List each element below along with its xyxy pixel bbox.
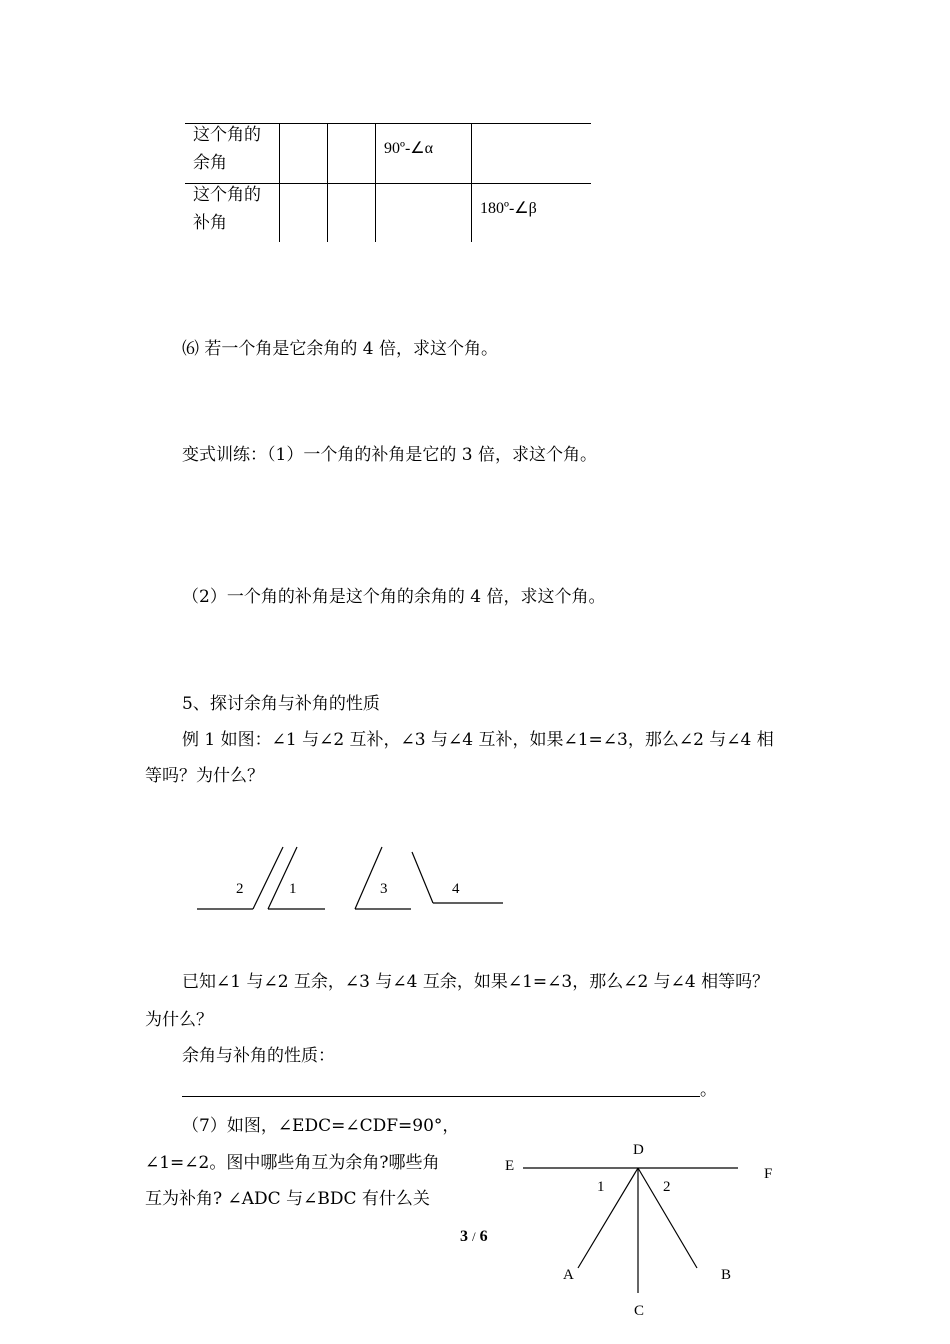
table-row-1-label: 这个角的 余角 xyxy=(193,125,261,173)
figure1-label-3: 3 xyxy=(380,881,388,897)
question-6: ⑹ 若一个角是它余角的 4 倍，求这个角。 xyxy=(182,339,499,359)
example-1-line-1: 例 1 如图：∠1 与∠2 互补，∠3 与∠4 互补，如果∠1=∠3，那么∠2 与∠4 相 xyxy=(182,730,774,750)
question-7-line-2: ∠1=∠2。图中哪些角互为余角?哪些角 xyxy=(145,1153,440,1173)
figure2-label-D: D xyxy=(633,1142,644,1158)
figure2-ray-DA xyxy=(578,1168,638,1268)
figure1-ray-1 xyxy=(253,847,283,909)
figure2-label-A: A xyxy=(563,1267,574,1283)
known-question-line-1: 已知∠1 与∠2 互余，∠3 与∠4 互余，如果∠1=∠3，那么∠2 与∠4 相等吗？ xyxy=(182,972,770,992)
page-total: 6 xyxy=(479,1228,488,1245)
figure1-ray-4 xyxy=(412,852,433,903)
property-answer-end: 。 xyxy=(700,1080,717,1100)
figure2-label-1: 1 xyxy=(597,1179,605,1195)
figure2-label-E: E xyxy=(505,1158,515,1174)
figure2-label-B: B xyxy=(721,1267,732,1283)
table-row-2-supplement-formula: 180º-∠β xyxy=(480,200,537,217)
variant-question-2: （2）一个角的补角是这个角的余角的 4 倍，求这个角。 xyxy=(182,587,606,607)
figure1-ray-2 xyxy=(268,847,297,909)
figure1-label-4: 4 xyxy=(452,881,460,897)
figure2-label-C: C xyxy=(634,1303,645,1319)
page-number xyxy=(460,1228,488,1246)
section-5-title: 5、探讨余角与补角的性质 xyxy=(182,694,380,714)
example-1-line-2: 等吗？为什么？ xyxy=(145,766,264,786)
figure2-label-2: 2 xyxy=(663,1179,671,1195)
question-7-line-3: 互为补角? ∠ADC 与∠BDC 有什么关 xyxy=(145,1189,430,1209)
property-answer-line xyxy=(182,1096,700,1097)
question-7-line-1: （7）如图，∠EDC=∠CDF=90°， xyxy=(182,1116,460,1136)
figure1-ray-3 xyxy=(355,847,382,909)
table-row-1-complement-formula: 90º-∠α xyxy=(384,140,434,157)
figure1-label-1: 1 xyxy=(289,881,297,897)
page-separator: / xyxy=(472,1229,476,1244)
variant-question-1: 变式训练：（1）一个角的补角是它的 3 倍，求这个角。 xyxy=(182,445,597,465)
page-current: 3 xyxy=(460,1228,468,1245)
known-question-line-2: 为什么？ xyxy=(145,1010,213,1030)
property-label: 余角与补角的性质： xyxy=(182,1046,335,1066)
table-row-2-label: 这个角的 补角 xyxy=(193,185,261,233)
figure2-label-F: F xyxy=(764,1166,773,1182)
figure1-label-2: 2 xyxy=(236,881,244,897)
